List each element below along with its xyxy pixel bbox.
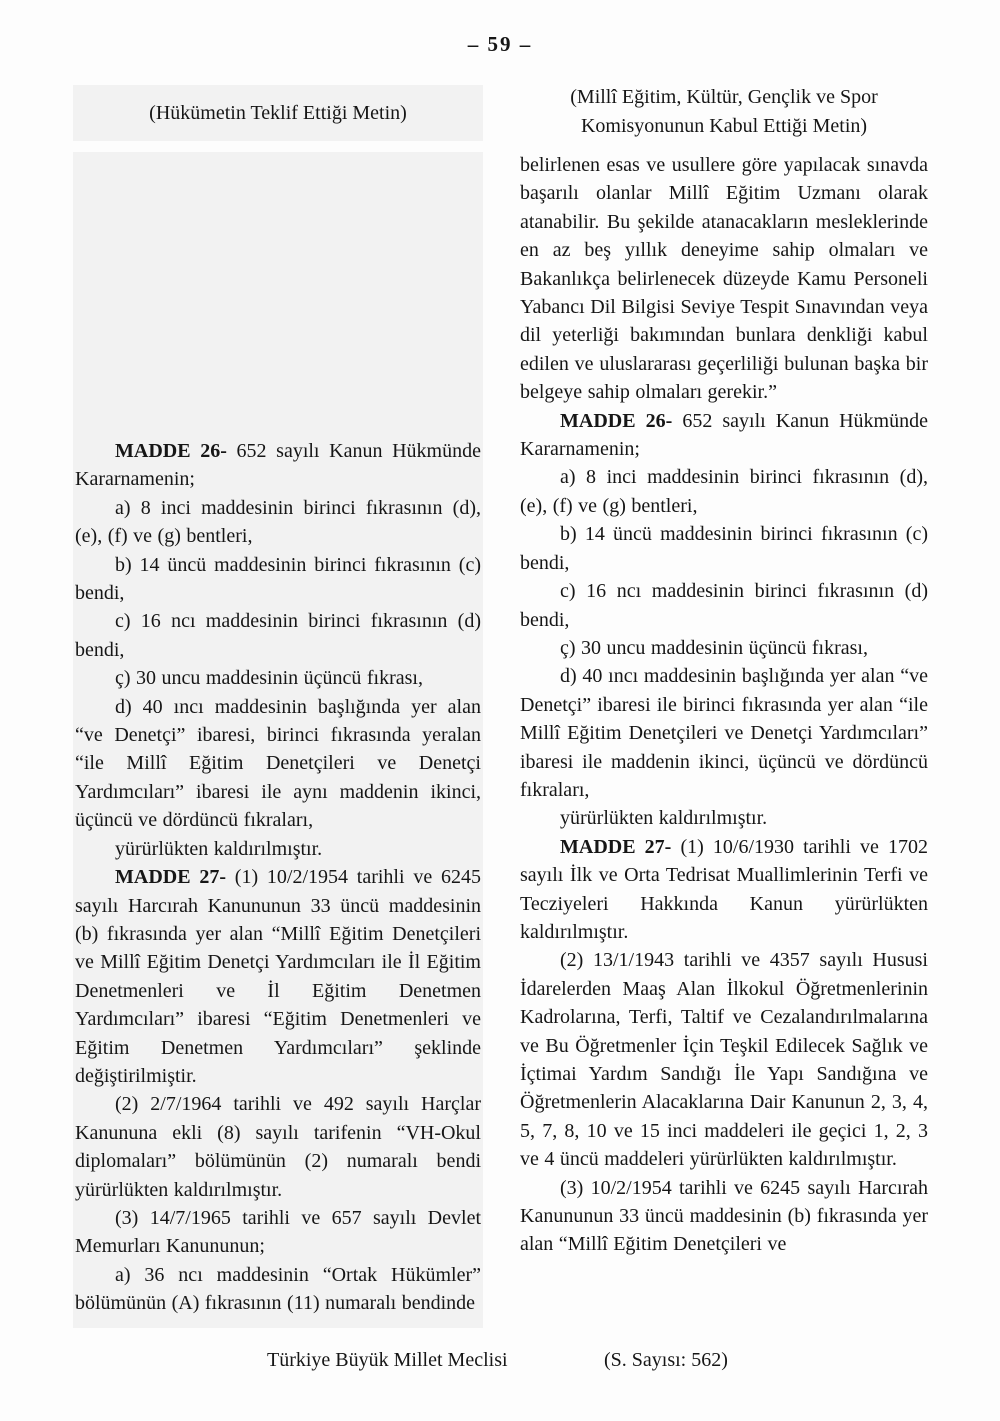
paragraph-text: (2) 13/1/1943 tarihli ve 4357 sayılı Hususi İdarelerden Maaş Alan İlkokul Öğretmenlerinin Kadrolarına, Terfi, Taltif ve Cezalandırılmalarına ve Bu Öğretmenler İçin Teşkil Edilecek Sağlık ve İçtimai Yardım Sandığı İle Yapı Sandığına ve Öğretmenlerin Alacaklarına Dair Kanunun 2, 3, 4, 5, 7, 8, 10 ve 15 inci maddeleri ile geçici 1, 2, 3 ve 4 üncü maddeleri yürürlükten kaldırılmıştır. — [520, 949, 928, 1171]
paragraph-fikra-2 — [520, 946, 928, 1173]
madde-26-label: MADDE 26- — [115, 440, 227, 462]
paragraph-text: 652 sayılı Kanun Hükmünde Kararnamenin; — [75, 440, 481, 491]
paragraph-item-d — [75, 693, 481, 835]
paragraph-item-a — [520, 463, 928, 520]
page-number: – 59 – — [467, 32, 533, 56]
madde-27-label: MADDE 27- — [560, 835, 672, 858]
left-column-header — [73, 85, 483, 141]
paragraph-item-b — [75, 551, 481, 608]
paragraph-fikra-3 — [75, 1204, 481, 1261]
paragraph-madde-27 — [520, 833, 928, 947]
paragraph-text: b) 14 üncü maddesinin birinci fıkrasının (c) bendi, — [75, 553, 481, 605]
paragraph-item-b — [520, 520, 928, 577]
paragraph-text: (1) 10/6/1930 tarihli ve 1702 sayılı İlk ve Orta Tedrisat Muallimlerinin Terfi ve Tecziyeleri Hakkında Kanun yürürlükten kaldırılmıştır. — [520, 835, 928, 943]
paragraph-text: yürürlükten kaldırılmıştır. — [560, 807, 768, 830]
paragraph-madde-27 — [75, 863, 481, 1090]
paragraph-text: (2) 2/7/1964 tarihli ve 492 sayılı Harçlar Kanununa ekli (8) sayılı tarifenin “VH-Okul diplomaları” bölümünün (2) numaralı bendi yürürlükten kaldırılmıştır. — [75, 1093, 481, 1201]
paragraph-fikra-3 — [520, 1174, 928, 1259]
paragraph-text: ç) 30 uncu maddesinin üçüncü fıkrası, — [560, 636, 868, 659]
paragraph-text: (3) 10/2/1954 tarihli ve 6245 sayılı Harcırah Kanununun 33 üncü maddesinin (b) fıkrasında yer alan “Millî Eğitim Denetçileri ve — [520, 1176, 928, 1256]
madde-27-label: MADDE 27- — [115, 866, 226, 889]
paragraph-text: c) 16 ncı maddesinin birinci fıkrasının (d) bendi, — [520, 580, 928, 631]
paragraph-text: (1) 10/2/1954 tarihli ve 6245 sayılı Harcırah Kanununun 33 üncü maddesinin (b) fıkrasında yer alan “Millî Eğitim Denetçileri ve Millî Eğitim Denetçi Yardımcıları ile İl Eğitim Denetmenleri ve İl Eğitim Denetmen Yardımcıları” ibaresi “Eğitim Denetmenleri ve Eğitim Denetmen Yardımcıları” şeklinde değiştirilmiştir. — [75, 866, 481, 1087]
paragraph-text: a) 36 ncı maddesinin “Ortak Hükümler” bölümünün (A) fıkrasının (11) numaralı bendinde — [75, 1263, 481, 1315]
paragraph-madde-26 — [75, 437, 481, 494]
page-footer — [0, 1349, 1000, 1379]
paragraph-text: b) 14 üncü maddesinin birinci fıkrasının (c) bendi, — [520, 523, 928, 574]
right-column-header-line2: Komisyonunun Kabul Ettiği Metin) — [580, 115, 868, 137]
left-column-header-label: (Hükümetin Teklif Ettiği Metin) — [149, 101, 407, 124]
paragraph-text: a) 8 inci maddesinin birinci fıkrasının (d), (e), (f) ve (g) bentleri, — [75, 496, 481, 548]
paragraph-fikra-2 — [75, 1090, 481, 1204]
paragraph-item-c — [75, 607, 481, 664]
paragraph-text: yürürlükten kaldırılmıştır. — [115, 837, 323, 860]
right-column-body — [520, 151, 928, 1321]
right-column-header — [520, 83, 928, 141]
paragraph-text: c) 16 ncı maddesinin birinci fıkrasının (d) bendi, — [75, 610, 481, 661]
paragraph-item-a-36 — [75, 1261, 481, 1318]
paragraph-text: d) 40 ıncı maddesinin başlığında yer alan “ve Denetçi” ibaresi, birinci fıkrasında yeralan “ile Millî Eğitim Denetçileri ve Denetçi Yardımcıları” ibaresi ile aynı maddenin ikinci, üçüncü ve dördüncü fıkraları, — [75, 695, 481, 832]
paragraph-text: d) 40 ıncı maddesinin başlığında yer alan “ve Denetçi” ibaresi ile birinci fıkrasında yer alan “ile Millî Eğitim Denetçileri ve Denetçi Yardımcıları” ibaresi ile maddenin ikinci, üçüncü ve dördüncü fıkraları, — [520, 665, 928, 801]
paragraph-text: belirlenen esas ve usullere göre yapılacak sınavda başarılı olanlar Millî Eğitim Uzmanı olarak atanabilir. Bu şekilde atanacakların mesleklerinde en az beş yıllık deneyime sahip olmaları ve Bakanlıkça belirlenecek düzeyde Kamu Personeli Yabancı Dil Bilgisi Seviye Tespit Sınavından veya dil yeterliği bakımından bunlara denkliği kabul edilen ve uluslararası geçerliliği bulunan başka bir belgeye sahip olmaları gerekir.” — [520, 154, 928, 404]
madde-26-label: MADDE 26- — [560, 409, 673, 432]
footer-issue-number: (S. Sayısı: 562) — [604, 1349, 728, 1371]
paragraph-repeal-note — [520, 804, 928, 832]
paragraph-item-cc — [520, 634, 928, 662]
paragraph-item-c — [520, 577, 928, 634]
right-column-header-line1: (Millî Eğitim, Kültür, Gençlik ve Spor — [570, 86, 878, 108]
paragraph-text: 652 sayılı Kanun Hükmünde Kararnamenin; — [520, 409, 928, 461]
paragraph-text: a) 8 inci maddesinin birinci fıkrasının (d), (e), (f) ve (g) bentleri, — [520, 466, 928, 517]
left-column-body — [73, 152, 483, 1328]
paragraph-text: (3) 14/7/1965 tarihli ve 657 sayılı Devlet Memurları Kanununun; — [75, 1206, 481, 1258]
paragraph-madde-26 — [520, 407, 928, 464]
paragraph-repeal-note — [75, 835, 481, 863]
paragraph-text: ç) 30 uncu maddesinin üçüncü fıkrası, — [115, 667, 423, 690]
paragraph-continuation — [520, 151, 928, 407]
paragraph-item-cc — [75, 664, 481, 692]
footer-institution: Türkiye Büyük Millet Meclisi — [267, 1349, 508, 1371]
paragraph-item-d — [520, 662, 928, 804]
paragraph-item-a — [75, 494, 481, 551]
